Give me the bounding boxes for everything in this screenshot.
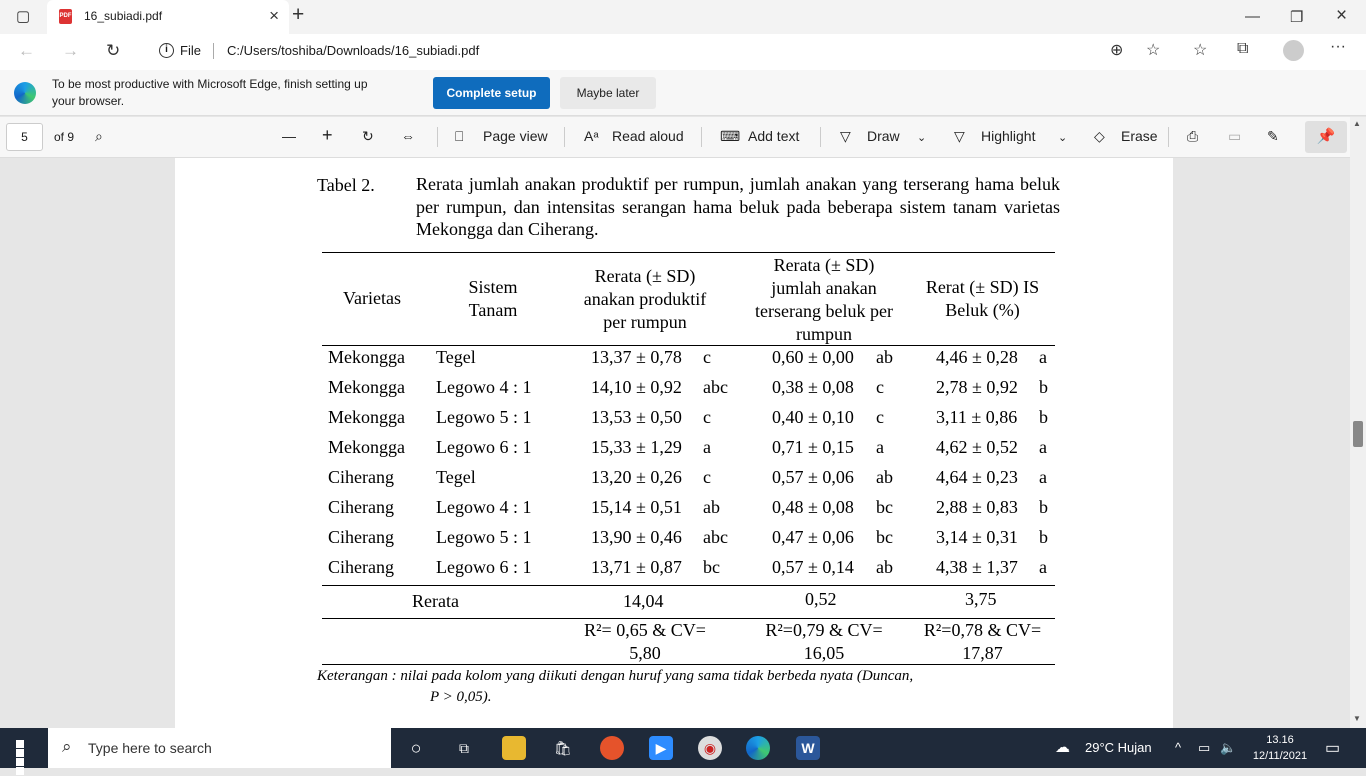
table-cell: 4,62 ± 0,52 [936, 437, 1018, 457]
more-icon[interactable]: ··· [1330, 38, 1346, 55]
taskbar [0, 728, 1366, 768]
table-cell: 0,47 ± 0,06 [772, 527, 854, 547]
table-cell: Ciherang [328, 497, 394, 517]
add-favorite-icon[interactable]: ☆ [1146, 42, 1161, 59]
zoom-in-button[interactable]: + [322, 125, 333, 145]
table-cell: 2,88 ± 0,83 [936, 497, 1018, 517]
table-cell: c [703, 467, 711, 487]
clock[interactable]: 13.16 12/11/2021 [1252, 734, 1308, 762]
header-anakan-produktif: Rerata (± SD) [594, 266, 696, 286]
close-window-button[interactable]: × [1336, 5, 1348, 26]
highlight-dropdown-icon[interactable]: ⌄ [1058, 132, 1068, 144]
print-icon[interactable]: ⎙ [1187, 128, 1199, 144]
table-cell: abc [703, 377, 728, 397]
read-aloud-icon: Aᵃ [584, 128, 599, 144]
highlight-icon: ▽ [954, 128, 965, 144]
table-cell: Legowo 4 : 1 [436, 377, 532, 397]
rotate-icon[interactable]: ↻ [362, 128, 374, 144]
complete-setup-button[interactable]: Complete setup [433, 77, 550, 109]
edge-logo-icon [14, 82, 36, 104]
erase-icon: ◇ [1094, 128, 1105, 144]
table-cell: 13,90 ± 0,46 [591, 527, 682, 547]
media-player-icon[interactable]: ◉ [698, 736, 722, 760]
store-icon[interactable]: 🛍 [554, 740, 572, 756]
table-cell: b [1039, 527, 1048, 547]
fit-page-icon[interactable]: ⇔ [401, 128, 415, 144]
scroll-down-icon[interactable]: ▼ [1353, 714, 1361, 723]
rerata-beluk: 0,52 [805, 589, 837, 609]
table-cell: Mekongga [328, 407, 405, 427]
table-cell: Tegel [436, 467, 476, 487]
rerata-label: Rerata [412, 591, 459, 611]
table-cell: 0,71 ± 0,15 [772, 437, 854, 457]
header-jumlah-beluk: Rerata (± SD) [773, 255, 875, 275]
erase-button[interactable]: Erase [1121, 128, 1158, 144]
favorites-icon[interactable]: ☆ [1193, 42, 1208, 59]
task-view-icon[interactable]: ⧉ [459, 740, 469, 756]
add-text-button[interactable]: Add text [748, 128, 800, 144]
table-cell: 15,14 ± 0,51 [591, 497, 682, 517]
table-cell: Mekongga [328, 377, 405, 397]
table-cell: abc [703, 527, 728, 547]
volume-icon[interactable]: 🔈 [1220, 740, 1237, 755]
table-note: Keterangan : nilai pada kolom yang diikuti dengan huruf yang sama tidak berbeda nyata (Duncan, [317, 668, 914, 684]
table-cell: 0,57 ± 0,14 [772, 557, 854, 577]
table-cell: 2,78 ± 0,92 [936, 377, 1018, 397]
search-icon[interactable]: ⌕ [95, 128, 103, 144]
table-cell: a [1039, 467, 1047, 487]
table-caption-label: Tabel 2. [317, 175, 375, 195]
table-cell: 0,40 ± 0,10 [772, 407, 854, 427]
stats-anakan: R²= 0,65 & CV= [584, 620, 706, 640]
file-explorer-icon[interactable] [502, 736, 526, 760]
table-cell: c [703, 407, 711, 427]
table-cell: 13,71 ± 0,87 [591, 557, 682, 577]
page-view-button[interactable]: Page view [483, 128, 548, 144]
forward-button[interactable]: → [62, 41, 79, 60]
tab-active[interactable] [47, 0, 289, 34]
save-icon[interactable]: ▭ [1228, 128, 1242, 144]
table-cell: ab [876, 347, 893, 367]
back-button[interactable]: ← [18, 41, 35, 60]
search-icon: ⌕ [62, 737, 72, 756]
table-cell: bc [876, 527, 893, 547]
rerata-is: 3,75 [965, 589, 997, 609]
banner-text: To be most productive with Microsoft Edge, finish setting up your browser. [52, 77, 368, 108]
table-cell: Mekongga [328, 347, 405, 367]
table-cell: 14,10 ± 0,92 [591, 377, 682, 397]
table-cell: 13,37 ± 0,78 [591, 347, 682, 367]
tab-title: 16_subiadi.pdf [84, 9, 163, 23]
cortana-icon[interactable]: ○ [410, 738, 422, 758]
file-label: File [180, 43, 201, 58]
table-cell: a [1039, 557, 1047, 577]
page-number-input[interactable]: 5 [6, 123, 43, 151]
header-varietas: Varietas [343, 288, 401, 308]
draw-dropdown-icon[interactable]: ⌄ [917, 132, 927, 144]
table-cell: 13,20 ± 0,26 [591, 467, 682, 487]
zoom-app-icon[interactable]: ▶ [649, 736, 673, 760]
weather-text[interactable]: 29°C Hujan [1085, 740, 1152, 755]
header-is-beluk: Rerat (± SD) IS [925, 277, 1040, 297]
pdf-page: Tabel 2. Rerata jumlah anakan produktif per rumpun, jumlah anakan yang terserang hama beluk per rumpun, dan intensitas serangan hama beluk pada beberapa sistem tanam varietas Mekongga dan Ciherang. Varietas Sistem Tanam Rerata (± SD) anakan produktif per rumpun Rerata (± SD) jumlah anakan terserang beluk per rumpun Rerat (± SD) IS Beluk (%) Mekongga Tegel 13,37 ± 0,78 c 0,60 ± 0,00 ab 4,46 ± 0,28 a Mekongga Legowo 4 : 1 14,10 ± 0,92 abc 0,38 ± 0,08 c 2,78 ± 0,92 b Mekongga Legowo 5 : 1 13,53 ± 0,50 c 0,40 ± 0,10 c 3,11 ± 0,86 b Mekongga Legowo 6 : 1 15,33 ± 1,29 a 0,71 ± 0,15 a 4,62 ± 0,52 a Ciherang Tegel 13,20 ± 0,26 c 0,57 ± 0,06 ab 4,64 ± 0,23 a Ciherang Legowo 4 : 1 15,14 ± 0,51 ab 0,48 ± 0,08 bc 2,88 ± 0,83 b Ciherang Legowo 5 : 1 13,90 ± 0,46 abc 0,47 ± 0,06 bc 3,14 ± 0,31 b Ciherang Legowo 6 : 1 13,71 ± 0,87 bc 0,57 ± 0,14 ab 4,38 ± 1,37 a Rerata 14,04 0,52 3,75 R²= 0,65 & CV= 5,80 R²=0,79 & CV= 16,05 R²=0,78 & CV= 17,87 Keterangan : nilai pada kolom yang diikuti dengan huruf yang sama tidak berbeda nyata (Duncan, P > 0,05). [175, 158, 1173, 728]
table-cell: ab [876, 557, 893, 577]
new-tab-button[interactable]: + [292, 3, 305, 26]
header-sistem: Sistem [468, 277, 518, 297]
address-bar[interactable] [147, 38, 1175, 66]
table-cell: c [876, 377, 884, 397]
pin-toolbar-button[interactable]: 📌 [1305, 121, 1347, 153]
stats-beluk: R²=0,79 & CV= [765, 620, 883, 640]
table-cell: Ciherang [328, 557, 394, 577]
table-cell: Legowo 6 : 1 [436, 437, 532, 457]
highlight-button[interactable]: Highlight [981, 128, 1036, 144]
pdf-toolbar [0, 117, 1366, 158]
table-cell: Legowo 6 : 1 [436, 557, 532, 577]
save-as-icon[interactable]: ✎ [1267, 128, 1279, 144]
draw-button[interactable]: Draw [867, 128, 900, 144]
table-cell: Tegel [436, 347, 476, 367]
close-tab-icon[interactable]: × [269, 6, 279, 25]
table-cell: bc [876, 497, 893, 517]
table-cell: ab [703, 497, 720, 517]
word-icon[interactable]: W [796, 736, 820, 760]
refresh-button[interactable]: ↻ [106, 41, 121, 60]
table-cell: 0,48 ± 0,08 [772, 497, 854, 517]
table-cell: Ciherang [328, 527, 394, 547]
battery-icon[interactable]: ▭ [1198, 740, 1211, 755]
minimize-button[interactable]: — [1245, 8, 1260, 25]
zoom-out-button[interactable]: — [282, 128, 296, 144]
table-cell: a [703, 437, 711, 457]
taskbar-search[interactable]: ⌕ Type here to search [48, 728, 391, 768]
table-cell: 4,64 ± 0,23 [936, 467, 1018, 487]
table-cell: Legowo 5 : 1 [436, 407, 532, 427]
url-text[interactable]: C:/Users/toshiba/Downloads/16_subiadi.pdf [227, 43, 480, 58]
table-cell: bc [703, 557, 720, 577]
maybe-later-button[interactable]: Maybe later [560, 77, 656, 109]
table-cell: 4,46 ± 0,28 [936, 347, 1018, 367]
scroll-up-icon[interactable]: ▲ [1353, 119, 1361, 128]
firefox-icon[interactable] [600, 736, 624, 760]
notifications-icon[interactable]: ▭ [1325, 740, 1341, 757]
collections-icon[interactable]: ⧉ [1237, 40, 1249, 57]
table-cell: Mekongga [328, 437, 405, 457]
read-aloud-button[interactable]: Read aloud [612, 128, 684, 144]
info-icon[interactable]: i [159, 43, 174, 58]
rerata-anakan: 14,04 [623, 591, 664, 611]
scrollbar[interactable] [1350, 117, 1366, 728]
table-cell: 0,38 ± 0,08 [772, 377, 854, 397]
pdf-viewer [0, 158, 1350, 728]
page-count: of 9 [54, 130, 75, 144]
table-cell: ab [876, 467, 893, 487]
table-cell: 0,57 ± 0,06 [772, 467, 854, 487]
table-cell: Legowo 5 : 1 [436, 527, 532, 547]
table-cell: a [1039, 347, 1047, 367]
table-cell: 3,14 ± 0,31 [936, 527, 1018, 547]
page-view-icon: ⎕ [455, 128, 464, 144]
table-cell: 3,11 ± 0,86 [936, 407, 1018, 427]
table-cell: a [876, 437, 884, 457]
table-cell: 15,33 ± 1,29 [591, 437, 682, 457]
table-cell: Legowo 4 : 1 [436, 497, 532, 517]
tray-chevron-icon[interactable]: ^ [1175, 740, 1182, 755]
profile-avatar[interactable] [1283, 40, 1304, 61]
table-cell: c [876, 407, 884, 427]
table-cell: b [1039, 407, 1048, 427]
weather-icon[interactable]: ☁ [1055, 739, 1070, 756]
restore-button[interactable]: ❐ [1290, 9, 1304, 26]
table-cell: c [703, 347, 711, 367]
scroll-thumb[interactable] [1353, 421, 1363, 447]
setup-banner [0, 70, 1366, 116]
stats-is: R²=0,78 & CV= [923, 620, 1042, 640]
tab-bar [0, 0, 1366, 34]
address-bar-row [0, 34, 1366, 70]
edge-taskbar-icon[interactable] [746, 736, 770, 760]
pdf-icon: PDF [59, 9, 72, 24]
zoom-icon[interactable]: ⊕ [1110, 42, 1124, 59]
tab-actions-icon[interactable]: ▢ [16, 8, 31, 25]
table-cell: 0,60 ± 0,00 [772, 347, 854, 367]
add-text-icon: ⌨ [720, 128, 741, 144]
table-cell: 4,38 ± 1,37 [936, 557, 1018, 577]
start-button[interactable] [16, 740, 33, 757]
table-cell: 13,53 ± 0,50 [591, 407, 682, 427]
draw-icon: ▽ [840, 128, 851, 144]
table-cell: b [1039, 497, 1048, 517]
table-caption: Rerata jumlah anakan produktif per rumpun, jumlah anakan yang terserang hama beluk per rumpun, dan intensitas serangan hama beluk pada beberapa sistem tanam varietas Mekongga dan Ciherang. [416, 174, 1060, 239]
table-cell: Ciherang [328, 467, 394, 487]
table-cell: b [1039, 377, 1048, 397]
table-cell: a [1039, 437, 1047, 457]
